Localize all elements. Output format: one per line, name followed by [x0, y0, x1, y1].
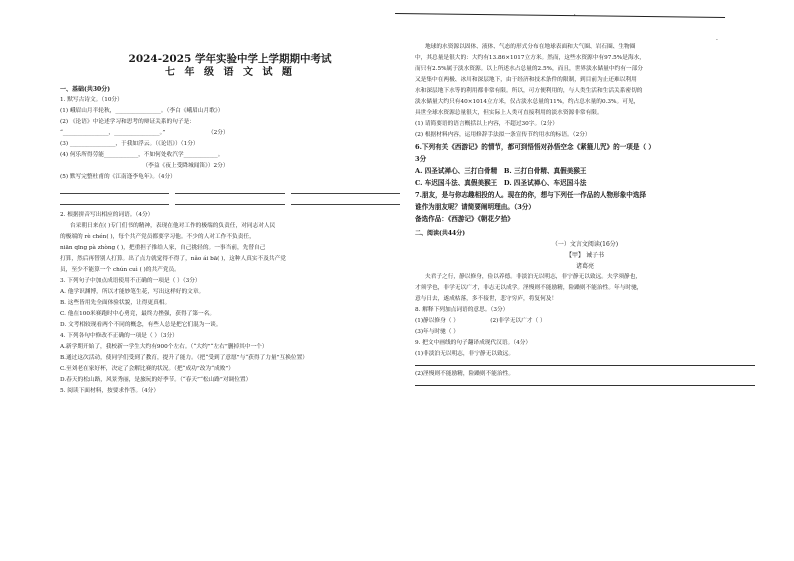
question-line: 打算，然后再替别人打算。出了点力就觉得不得了，nǎo ái bā( )，这种人真实不及共产党 [60, 256, 286, 262]
option-line: C.至刘老在家好杯，决定了会解比赛的状况。（把“成功”改为“成败”） [60, 366, 234, 372]
question-line: (2) 《论语》中论述学习和思考的辩证关系的句子是： [60, 119, 195, 125]
material-line: 淡水储量大约只有40×1014立方米，仅占淡水总量的11%，约占总水量的0.3%。可见， [415, 99, 640, 105]
question-line: (3)年与时驰（ ） [415, 329, 459, 335]
question-line: 6.下列有关《西游记》的情节，都可到悟悟对孙悟空念《紧箍儿咒》的一项是（ ） [415, 143, 655, 151]
question-line: 3分 [415, 155, 427, 163]
question-line: 7.朋友，是与你志趣相投的人。现在的你，想与下列任一作品的人物形象中选择 [415, 191, 647, 199]
question-line: (2) 根据材料内容，运用修辞手法拟一条宣传节约用水的标语。（2分） [415, 132, 591, 138]
piece-author: 诸葛亮 [575, 263, 594, 270]
exam-subtitle: 七 年 级 语 文 试 题 [165, 67, 295, 78]
question-line: 备选作品：《西游记》《朝花夕拾》 [415, 215, 514, 223]
option-line: B. 这些皆用先全面体验状貌，让得更真相。 [60, 300, 171, 306]
option-line: A. 他学识渊博，所以才能妙笔生花，写出这样好的文章。 [60, 289, 205, 295]
classical-text-line: 意与日去，遂成枯落，多不接世，悲守穷庐，将复何及！ [415, 296, 558, 302]
question-line: (3) ________________，于我如浮云。（《论语》）（1分） [60, 141, 199, 147]
section-reading-heading: 二、阅读(共44分) [415, 230, 466, 237]
question-line: (1) 请简要语的语言概括以上内容，不超过30字。（2分） [415, 121, 558, 127]
question-line: 谁作为朋友呢？请简要阐明理由。（3分） [415, 203, 535, 211]
question-line: 1. 默写古诗文。（10分） [60, 97, 123, 103]
question-line: “________________，________________。” （2分） [60, 130, 229, 136]
option-line: A. 四圣试禅心、三打白骨精 B. 三打白骨精、真假美猴王 [415, 167, 587, 175]
question-line: 的极端的 rè chén( )，每个共产党员都要学习他。不少的人对工作不负责任， [60, 234, 255, 240]
answer-line[interactable] [415, 365, 755, 366]
question-line: (4) 何乐所得劳能____________，不如何处收汽学____________。 [60, 152, 224, 158]
option-line: B.通过这次活动，使同学们受到了教育，提升了能力。（把“受到了意愿”与“获得了力量”互换位置） [60, 355, 308, 361]
question-line: 5. 阅读下面材料，按要求作答。（4分） [60, 388, 160, 394]
question-line: 9. 把文中画线的句子翻译成现代汉语。（4分） [415, 340, 532, 346]
question-line: （李益《夜上受降城闻笛》）2分） [60, 163, 229, 169]
classical-text-line: 夫君子之行，静以修身，俭以养德。非淡泊无以明志，非宁静无以致远。夫学须静也， [425, 274, 642, 280]
option-line: C. 他在100米赛跑时中心勇竞，最终力挫强，获得了第一名。 [60, 311, 216, 317]
scan-mark: · [716, 37, 718, 44]
question-line: (1)静以修身（ ） (2)非学无以广才（ ） [415, 318, 546, 324]
option-line: A.新学期开始了，我校新一学生大约有900个左右。（“大约”“左右”删掉其中一个） [60, 344, 268, 350]
question-line: (5) 默写完整杜甫的《江南逢李龟年》。（4分） [60, 174, 176, 180]
question-line: 台采朝日来在( )专门们书的精神，表现在他对工作的极端的负责任，对同志对人民 [70, 223, 276, 229]
material-line: 而只有2.5%属于淡水资源。以上所述水占总量的2.5%，而且，世界淡水储量中约有一部分 [415, 66, 643, 72]
question-line: 8. 解释下列加点词语的意思。（3分） [415, 307, 509, 313]
material-line: 又是集中在两极、冰川和深层地下，由于经济和技术条件的限制，到目前为止还难以利用 [415, 77, 637, 83]
question-line: (2)淫慢则不能励精，险躁则不能治性。 [415, 371, 515, 377]
piece-title: 【甲】 诫子书 [566, 252, 604, 259]
answer-lines[interactable] [60, 188, 400, 194]
section-basics-heading: 一、基础(共30分) [60, 86, 111, 93]
answer-lines[interactable] [60, 199, 400, 205]
scan-mark: ' [574, 14, 576, 21]
question-line: (1) 峨眉山月半轮秋，________________。（李白《峨眉山月歌》） [60, 108, 224, 114]
classical-text-line: 才须学也，非学无以广才，非志无以成学。淫慢则不能励精，险躁则不能治性。年与时驰， [415, 285, 643, 291]
answer-line[interactable] [415, 385, 755, 386]
option-line: D.春天的松山路，风景秀丽，是旅玩的好季节。（“春天”“松山路”对调位置） [60, 377, 252, 383]
material-line: 水和深层地下水等的利用都非常有限。所以，可方便利用的，与人类生活和生活关系密切的 [415, 88, 643, 94]
material-line: 具世全球水资源总量很大，但实际上人类可直接利用的淡水资源非常有限。 [415, 110, 603, 116]
question-line: 3. 下列句子中加点成语使用不正确的一项是（ ）（3分） [60, 278, 201, 284]
left-column [60, 28, 400, 397]
question-line: (1)非淡泊无以明志，非宁静无以致远。 [415, 351, 515, 357]
exam-sheet [40, 28, 760, 538]
question-line: niān qīng pà zhòng ( )，把重担子推给人家，自己挑轻的。一事当前，先替自己 [60, 245, 266, 251]
question-line: 4. 下列各句中修改不正确的一项是（ ）（3分） [60, 333, 178, 339]
right-column [415, 28, 755, 389]
exam-title: 2024-2025 学年实验中学上学期期中考试 [128, 53, 332, 65]
question-line: 2. 根据拼音写出相应的词语。（4分） [60, 212, 154, 218]
material-line: 地球的水资源以固体、液体、气态的形式分布在地球表面和大气圈、岩石圈、生物圈 [425, 44, 636, 50]
option-line: D. 文考相较现看两个不同的概念，有些人总是把它们混为一谈。 [60, 322, 222, 328]
option-line: C. 车迟国斗法、真假美猴王 D. 四圣试禅心、车迟国斗法 [415, 179, 587, 187]
top-border-line [395, 13, 725, 26]
material-line: 中，其总量是很大的：大约有13.86×1017立方米。然而，这些水资源中有97.5%是海水， [415, 55, 645, 61]
question-line: 员，至少不能算一个 chún cuì ( )的共产党员。 [60, 267, 180, 273]
part-heading: （一）文言文阅读(16分) [551, 241, 619, 248]
